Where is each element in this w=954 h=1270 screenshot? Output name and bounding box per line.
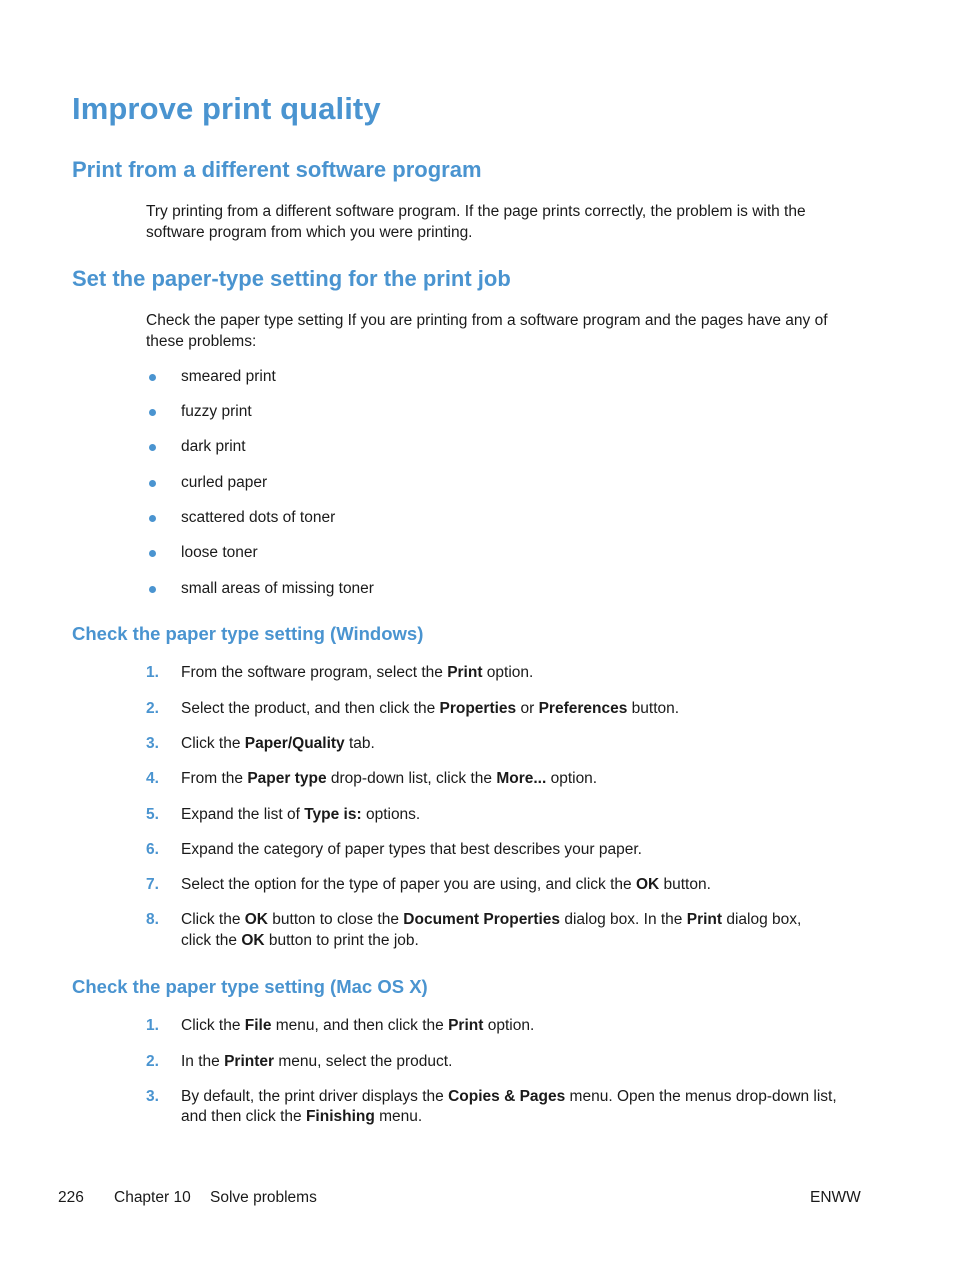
step-text-run: or (516, 699, 539, 717)
list-item-text: small areas of missing toner (181, 580, 374, 597)
page-title: Improve print quality (72, 91, 381, 126)
step-text (181, 769, 861, 790)
ui-term: Print (448, 1017, 484, 1034)
step-text-run: options. (361, 805, 421, 823)
paper-type-paragraph-line: Check the paper type setting If you are printing from a software program and the pages have any of (146, 312, 828, 329)
step-text-run: button to close the (268, 911, 404, 928)
step-number: 2. (146, 1052, 159, 1070)
section-heading-paper-type: Set the paper-type setting for the print job (72, 266, 511, 291)
step-text-run: drop-down list, click the (326, 770, 497, 787)
list-item-text: dark print (181, 438, 246, 455)
step-text-run: Expand the list of (181, 805, 305, 823)
ui-term: Type is: (304, 805, 362, 823)
step-text (181, 699, 861, 720)
bullet-icon (149, 480, 156, 487)
step-text-run: In the (181, 1052, 225, 1070)
step-text (181, 734, 861, 755)
step-text (181, 1052, 861, 1073)
step-text (181, 875, 861, 896)
step-text (181, 910, 861, 951)
paper-type-paragraph (146, 311, 856, 352)
step-number: 5. (146, 805, 159, 823)
list-item-text: curled paper (181, 474, 268, 491)
step-number: 6. (146, 841, 159, 858)
step-text-run: By default, the print driver displays the (181, 1087, 449, 1105)
ui-term: Preferences (538, 699, 628, 717)
ui-term: Print (447, 664, 483, 681)
list-item-text: loose toner (181, 544, 258, 561)
bullet-icon (149, 444, 156, 451)
section-heading-software: Print from a different software program (72, 157, 482, 182)
step-text-run: option. (483, 1017, 535, 1034)
ui-term: File (244, 1017, 272, 1034)
step-text-run: tab. (344, 734, 375, 752)
bullet-icon (149, 550, 156, 557)
list-item (146, 473, 846, 495)
list-item-text: fuzzy print (181, 403, 252, 420)
subsection-heading-windows: Check the paper type setting (Windows) (72, 623, 424, 644)
list-item (146, 508, 846, 530)
ui-term: Print (686, 911, 723, 928)
list-item-text: scattered dots of toner (181, 509, 336, 526)
step-text-run: button to print the job. (264, 931, 419, 949)
step-text-run: and then click the (181, 1108, 306, 1125)
ui-term: Printer (224, 1052, 275, 1070)
ui-term: Properties (439, 699, 517, 717)
step-text-run: Select the product, and then click the (181, 699, 440, 717)
step-text-run: option. (482, 664, 534, 681)
step-text-run: dialog box. In the (560, 911, 687, 928)
step-text-line (181, 1107, 861, 1128)
ui-term: Document Properties (403, 911, 561, 928)
step-text-run: menu, select the product. (274, 1052, 453, 1070)
ui-term: Copies & Pages (448, 1087, 566, 1105)
software-paragraph-line: software program from which you were printing. (146, 223, 473, 241)
footer-chapter: Chapter 10 (114, 1189, 191, 1206)
page-number: 226 (58, 1189, 84, 1206)
step-text (181, 1016, 861, 1037)
ui-term: More... (496, 770, 547, 787)
ui-term: Paper type (247, 770, 327, 787)
step-number: 3. (146, 1087, 159, 1105)
step-text-line (181, 910, 861, 931)
step-text-run: Click the (181, 1017, 245, 1034)
bullet-icon (149, 374, 156, 381)
ui-term: OK (241, 931, 265, 949)
software-paragraph-line: Try printing from a different software program. If the page prints correctly, the problem is with the (146, 203, 806, 220)
step-text (181, 840, 861, 861)
step-text-run: menu. Open the menus drop-down list, (565, 1087, 837, 1105)
list-item (146, 579, 846, 601)
step-text-run: Expand the category of paper types that best describes your paper. (181, 841, 642, 858)
paper-type-paragraph-line: these problems: (146, 332, 257, 350)
step-text-run: click the (181, 931, 242, 949)
step-number: 7. (146, 876, 159, 893)
ui-term: OK (635, 876, 660, 893)
step-text-run: menu. (374, 1108, 423, 1125)
software-paragraph (146, 202, 856, 243)
step-number: 2. (146, 699, 159, 717)
step-number: 4. (146, 770, 159, 787)
step-text-run: button. (659, 876, 711, 893)
footer-locale: ENWW (810, 1189, 861, 1206)
step-text-run: dialog box, (722, 911, 802, 928)
step-text-run: From the (181, 770, 248, 787)
step-text-run: option. (546, 770, 598, 787)
step-text-line (181, 931, 861, 952)
step-text (181, 805, 861, 826)
step-number: 1. (146, 1017, 159, 1034)
footer-chapter-title: Solve problems (210, 1189, 317, 1206)
step-text-run: button. (627, 699, 680, 717)
ui-term: OK (244, 911, 268, 928)
step-text-run: From the software program, select the (181, 664, 448, 681)
ui-term: Finishing (305, 1108, 375, 1125)
list-item (146, 402, 846, 424)
list-item-text: smeared print (181, 368, 276, 385)
step-text (181, 1087, 861, 1128)
step-text-run: Click the (181, 734, 245, 752)
step-number: 8. (146, 911, 159, 928)
subsection-heading-mac: Check the paper type setting (Mac OS X) (72, 976, 428, 997)
bullet-icon (149, 586, 156, 593)
step-text (181, 663, 861, 684)
step-text-run: Click the (181, 911, 245, 928)
step-number: 3. (146, 734, 159, 752)
list-item (146, 543, 846, 565)
step-text-line (181, 1087, 861, 1108)
bullet-icon (149, 409, 156, 416)
step-text-run: Select the option for the type of paper you are using, and click the (181, 876, 636, 893)
step-text-run: menu, and then click the (271, 1017, 449, 1034)
bullet-icon (149, 515, 156, 522)
list-item (146, 437, 846, 459)
step-number: 1. (146, 664, 159, 681)
ui-term: Paper/Quality (244, 734, 345, 752)
list-item (146, 367, 846, 389)
